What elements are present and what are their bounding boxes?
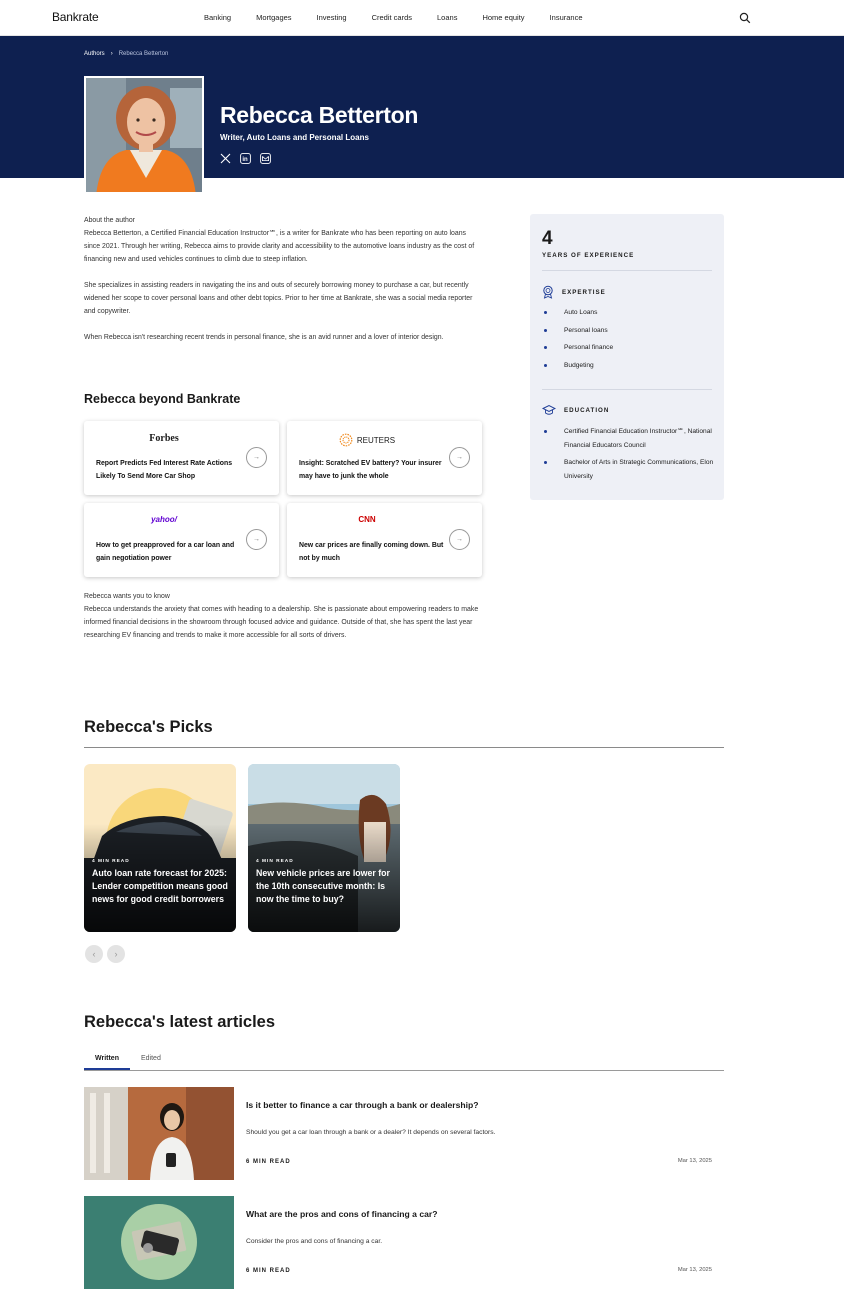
arrow-right-icon[interactable]: → bbox=[246, 529, 267, 550]
forbes-logo: Forbes bbox=[149, 433, 179, 444]
pick-title[interactable]: Auto loan rate forecast for 2025: Lender competition means good news for good credit borrowers bbox=[92, 868, 228, 904]
expertise-item: Personal loans bbox=[544, 324, 714, 338]
press-card-title: How to get preapproved for a car loan and gain negotiation power bbox=[96, 542, 235, 562]
nav-link-home-equity[interactable]: Home equity bbox=[482, 13, 525, 22]
breadcrumb-separator: › bbox=[110, 51, 113, 57]
nav-link-insurance[interactable]: Insurance bbox=[549, 13, 583, 22]
wants-label: Rebecca wants you to know bbox=[84, 593, 170, 600]
press-card-title: Report Predicts Fed Interest Rate Actions Likely To Send More Car Shop bbox=[96, 460, 233, 480]
nav-link-mortgages[interactable]: Mortgages bbox=[256, 13, 292, 22]
article-thumbnail[interactable] bbox=[84, 1196, 234, 1289]
article-thumbnail[interactable] bbox=[84, 1087, 234, 1180]
expertise-item: Personal finance bbox=[544, 341, 714, 355]
pick-title[interactable]: New vehicle prices are lower for the 10th consecutive month: Is now the time to buy? bbox=[256, 868, 390, 904]
nav-link-credit-cards[interactable]: Credit cards bbox=[371, 13, 413, 22]
wants-text: Rebecca understands the anxiety that comes with heading to a dealership. She is passionate about empowering readers to make informed financial decisions in the showroom through focused advice and guidance. Outside of that, she has spent the last year researching EV financing and trends to make it more accessible for all sorts of drivers. bbox=[84, 606, 479, 639]
arrow-right-icon[interactable]: → bbox=[449, 529, 470, 550]
about-section bbox=[84, 214, 482, 357]
about-paragraph: When Rebecca isn't researching recent trends in personal finance, she is an avid runner and a lover of interior design. bbox=[84, 334, 444, 341]
reuters-label: REUTERS bbox=[356, 435, 396, 445]
chevron-left-icon[interactable]: ‹ bbox=[85, 945, 103, 963]
nav-link-loans[interactable]: Loans bbox=[437, 13, 458, 22]
award-icon bbox=[542, 285, 554, 299]
expertise-heading bbox=[542, 285, 606, 299]
author-stats-panel bbox=[530, 214, 724, 500]
search-icon[interactable] bbox=[739, 12, 751, 24]
about-paragraph: She specializes in assisting readers in navigating the ins and outs of securely borrowing money to purchase a car, but recently widened her scope to cover personal loans and other debt topics. Prior to her time at Bankrate, she was a social media reporter and copywriter. bbox=[84, 282, 473, 315]
yahoo-logo: yahoo/ bbox=[151, 515, 177, 524]
bankrate-logo[interactable]: Bankrate bbox=[52, 10, 99, 24]
divider bbox=[542, 389, 712, 390]
nav-links bbox=[204, 13, 608, 22]
about-label: About the author bbox=[84, 217, 135, 224]
svg-text:in: in bbox=[241, 156, 248, 163]
reuters-logo bbox=[287, 433, 447, 447]
top-nav bbox=[0, 0, 844, 36]
expertise-label: EXPERTISE bbox=[562, 288, 606, 296]
press-card-cnn[interactable] bbox=[287, 503, 482, 577]
article-read-time: 6 MIN READ bbox=[246, 1268, 291, 1274]
picks-divider bbox=[84, 747, 724, 748]
divider bbox=[542, 270, 712, 271]
press-card-reuters[interactable] bbox=[287, 421, 482, 495]
about-paragraph: Rebecca Betterton, a Certified Financial Education Instructor℠, is a writer for Bankrate who has been reporting on auto loans since 2021. Through her writing, Rebecca aims to provide clarity and accessibility to the automotive loans industry as the cost of financing new and used vehicles continues to climb due to steep inflation. bbox=[84, 230, 475, 263]
pick-read-time: 4 MIN READ bbox=[92, 859, 130, 864]
breadcrumb-authors[interactable]: Authors bbox=[84, 51, 105, 57]
article-read-time: 6 MIN READ bbox=[246, 1159, 291, 1165]
education-label: EDUCATION bbox=[564, 406, 610, 414]
reuters-icon bbox=[339, 433, 353, 447]
beyond-heading: Rebecca beyond Bankrate bbox=[84, 392, 241, 406]
press-card-title: New car prices are finally coming down. But not by much bbox=[299, 542, 444, 562]
arrow-right-icon[interactable]: → bbox=[246, 447, 267, 468]
pick-image-car bbox=[84, 764, 236, 932]
breadcrumb-current: Rebecca Betterton bbox=[118, 51, 169, 57]
breadcrumb bbox=[84, 51, 168, 57]
education-item: Certified Financial Education Instructor℠, National Financial Educators Council bbox=[544, 425, 714, 452]
pick-image-convertible bbox=[248, 764, 400, 932]
education-list bbox=[544, 425, 714, 487]
article-date: Mar 13, 2025 bbox=[677, 1267, 712, 1273]
cnn-logo: CNN bbox=[358, 515, 376, 524]
expertise-list bbox=[544, 306, 714, 376]
graduation-cap-icon bbox=[542, 404, 556, 416]
article-tabs bbox=[84, 1055, 172, 1070]
chevron-right-icon[interactable]: › bbox=[107, 945, 125, 963]
years-label: YEARS OF EXPERIENCE bbox=[542, 252, 635, 259]
expertise-item: Auto Loans bbox=[544, 306, 714, 320]
author-hero bbox=[0, 36, 844, 178]
latest-heading: Rebecca's latest articles bbox=[84, 1013, 276, 1031]
author-photo bbox=[84, 76, 204, 194]
tabs-divider bbox=[84, 1070, 724, 1071]
author-role: Writer, Auto Loans and Personal Loans bbox=[220, 133, 369, 142]
pick-card[interactable] bbox=[84, 764, 236, 932]
press-card-forbes[interactable] bbox=[84, 421, 279, 495]
pick-card[interactable] bbox=[248, 764, 400, 932]
years-value: 4 bbox=[542, 228, 553, 249]
x-icon[interactable] bbox=[219, 152, 231, 164]
education-heading bbox=[542, 404, 609, 416]
article-title[interactable]: What are the pros and cons of financing a car? bbox=[246, 1209, 438, 1219]
press-card-yahoo[interactable] bbox=[84, 503, 279, 577]
pick-read-time: 4 MIN READ bbox=[256, 859, 294, 864]
article-title[interactable]: Is it better to finance a car through a bank or dealership? bbox=[246, 1100, 479, 1110]
tab-edited[interactable]: Edited bbox=[140, 1055, 161, 1062]
press-card-title: Insight: Scratched EV battery? Your insurer may have to junk the whole bbox=[299, 460, 442, 480]
wants-you-to-know bbox=[84, 590, 482, 642]
linkedin-icon[interactable] bbox=[239, 152, 251, 164]
education-item: Bachelor of Arts in Strategic Communications, Elon University bbox=[544, 456, 714, 483]
picks-heading: Rebecca's Picks bbox=[84, 718, 213, 736]
article-date: Mar 13, 2025 bbox=[677, 1158, 712, 1164]
arrow-right-icon[interactable]: → bbox=[449, 447, 470, 468]
article-description: Consider the pros and cons of financing a car. bbox=[246, 1238, 383, 1245]
tab-written[interactable]: Written bbox=[84, 1055, 130, 1070]
expertise-item: Budgeting bbox=[544, 359, 714, 373]
author-name: Rebecca Betterton bbox=[220, 102, 419, 128]
social-links bbox=[219, 152, 271, 164]
article-description: Should you get a car loan through a bank or a dealer? It depends on several factors. bbox=[246, 1129, 496, 1136]
email-icon[interactable] bbox=[259, 152, 271, 164]
nav-link-banking[interactable]: Banking bbox=[204, 13, 232, 22]
nav-link-investing[interactable]: Investing bbox=[316, 13, 347, 22]
